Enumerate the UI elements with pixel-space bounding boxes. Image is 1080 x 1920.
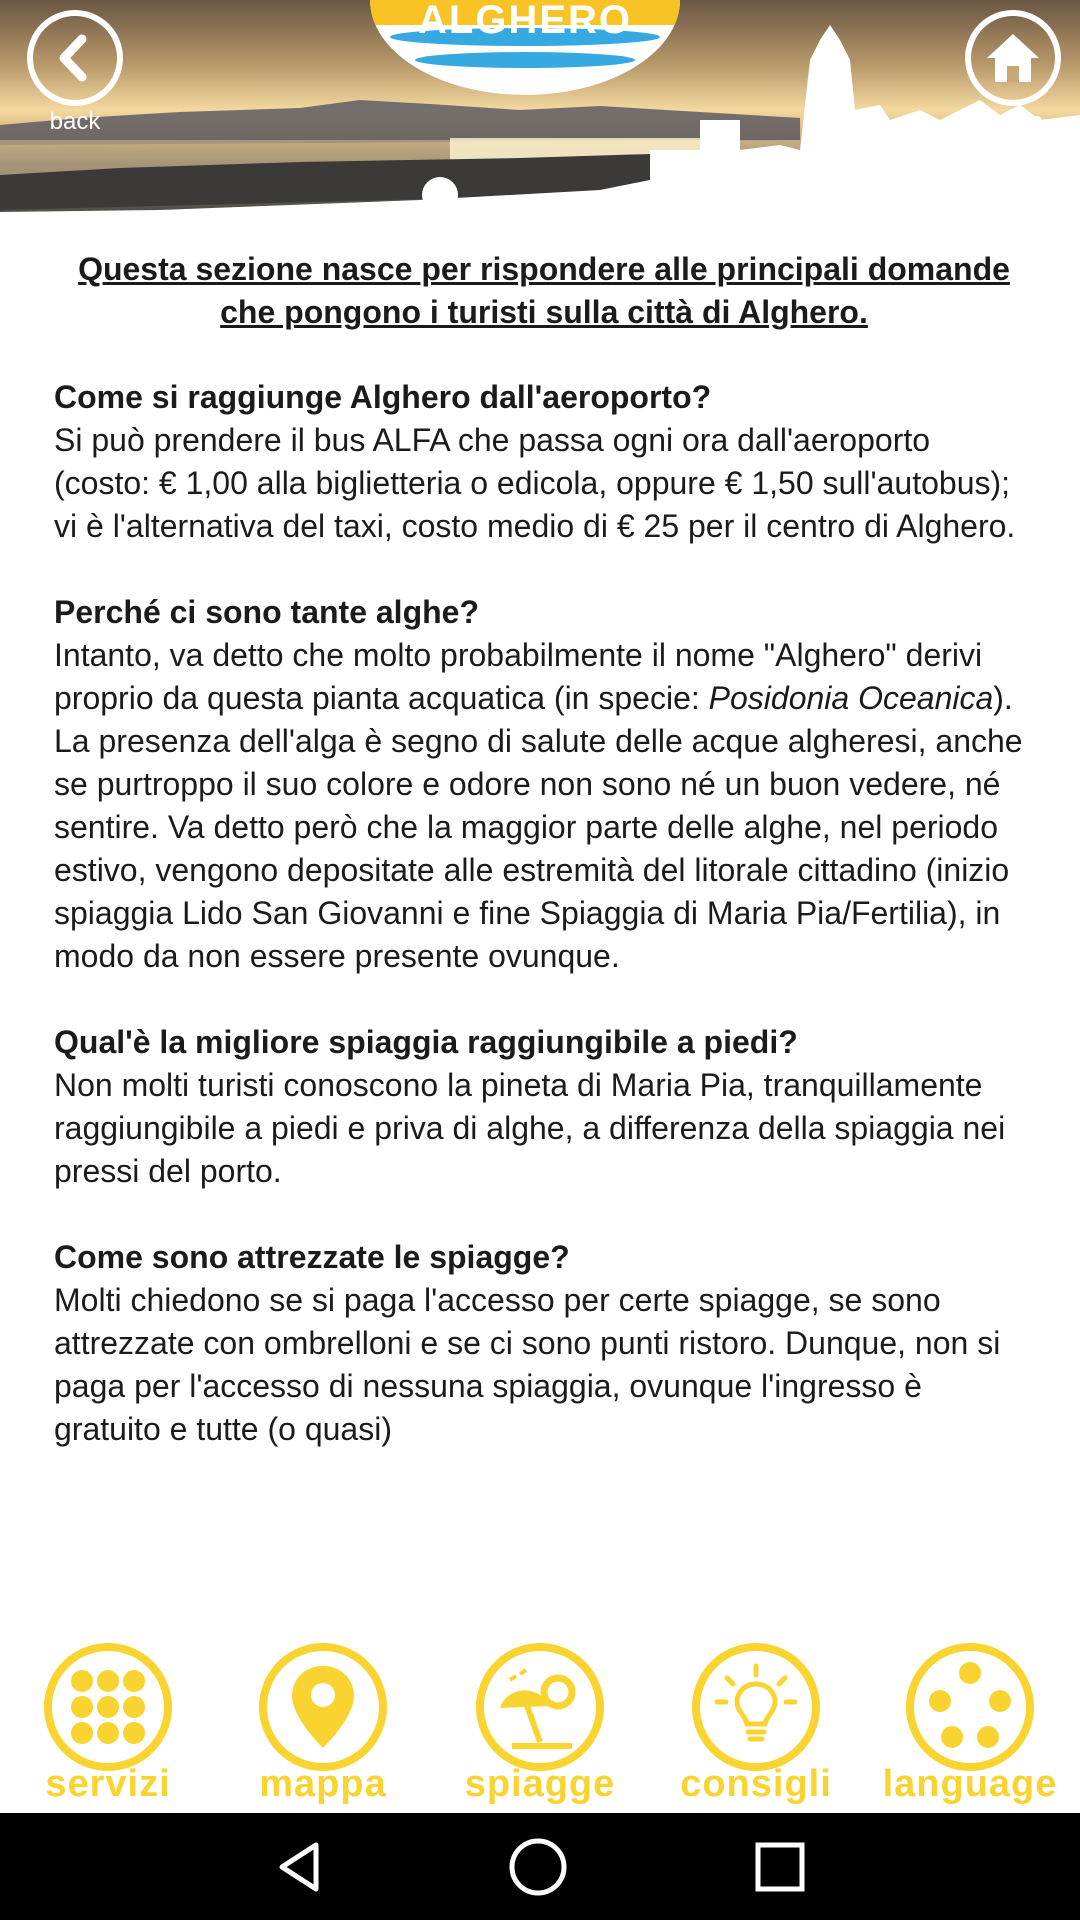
faq-answer-text: Intanto, va detto che molto probabilmente il nome "Alghero" derivi proprio da questa pianta acquatica (in specie: — [54, 637, 983, 716]
faq-item — [54, 376, 1034, 548]
faq-answer-italic: Posidonia Oceanica — [708, 680, 994, 716]
faq-question: Qual'è la migliore spiaggia raggiungibile a piedi? — [54, 1024, 798, 1060]
faq-answer-text: ). La presenza dell'alga è segno di salute delle acque algheresi, anche se purtroppo il suo colore e odore non sono né un buon vedere, né sentire. Va detto però che la maggior parte delle alghe, nel periodo estivo, vengono depositate alle estremità del litorale cittadino (inizio spiaggia Lido San Giovanni e fine Spiaggia di Maria Pia/Fertilia), in modo da non essere presente ovunque. — [54, 680, 1023, 974]
lightbulb-icon — [692, 1643, 820, 1771]
logo-wave-shape — [415, 52, 635, 68]
tab-servizi[interactable] — [18, 1643, 198, 1813]
faq-item — [54, 1021, 1034, 1193]
back-arrow-icon — [27, 10, 123, 106]
header-banner — [0, 0, 1080, 230]
tab-language[interactable] — [880, 1643, 1060, 1813]
faq-item — [54, 1236, 1034, 1451]
faq-answer: Non molti turisti conoscono la pineta di Maria Pia, tranquillamente raggiungibile a piedi e priva di alghe, a differenza della spiaggia nei pressi del porto. — [54, 1067, 1006, 1189]
back-label: back — [49, 108, 101, 135]
tab-label: language — [882, 1763, 1058, 1805]
faq-question: Come sono attrezzate le spiagge? — [54, 1239, 570, 1275]
recents-square-icon[interactable] — [750, 1837, 810, 1897]
section-intro: Questa sezione nasce per rispondere alle principali domande che pongono i turisti sulla città di Alghero. — [78, 251, 1010, 330]
faq-question: Perché ci sono tante alghe? — [54, 594, 479, 630]
faq-content — [54, 248, 1034, 1494]
tab-label: mappa — [259, 1763, 387, 1805]
tab-mappa[interactable] — [233, 1643, 413, 1813]
bottom-tab-bar — [0, 1635, 1080, 1813]
system-nav-bar — [0, 1813, 1080, 1920]
home-label: home — [982, 108, 1044, 135]
home-button[interactable] — [958, 10, 1068, 145]
logo-text: ALGHERO — [418, 0, 632, 42]
map-pin-icon — [259, 1643, 387, 1771]
language-flags-icon — [906, 1643, 1034, 1771]
back-triangle-icon[interactable] — [270, 1837, 330, 1897]
tab-label: consigli — [680, 1763, 832, 1805]
beach-umbrella-icon — [476, 1643, 604, 1771]
tab-spiagge[interactable] — [450, 1643, 630, 1813]
tab-label: spiagge — [464, 1763, 616, 1805]
faq-question: Come si raggiunge Alghero dall'aeroporto? — [54, 379, 712, 415]
faq-item — [54, 591, 1034, 978]
tab-label: servizi — [45, 1763, 171, 1805]
back-button[interactable] — [20, 10, 130, 145]
faq-answer: Si può prendere il bus ALFA che passa ogni ora dall'aeroporto (costo: € 1,00 alla biglietteria o edicola, oppure € 1,50 sull'autobus); vi è l'alternativa del taxi, costo medio di € 25 per il centro di Alghero. — [54, 422, 1016, 544]
grid-dots-icon — [44, 1643, 172, 1771]
faq-answer — [54, 634, 1034, 978]
home-circle-icon[interactable] — [508, 1837, 568, 1897]
faq-answer: Molti chiedono se si paga l'accesso per certe spiagge, se sono attrezzate con ombrelloni e se ci sono punti ristoro. Dunque, non si paga per l'accesso di nessuna spiaggia, ovunque l'ingresso è gratuito e tutte (o quasi) — [54, 1282, 1001, 1447]
home-icon — [965, 10, 1061, 106]
tab-consigli[interactable] — [666, 1643, 846, 1813]
